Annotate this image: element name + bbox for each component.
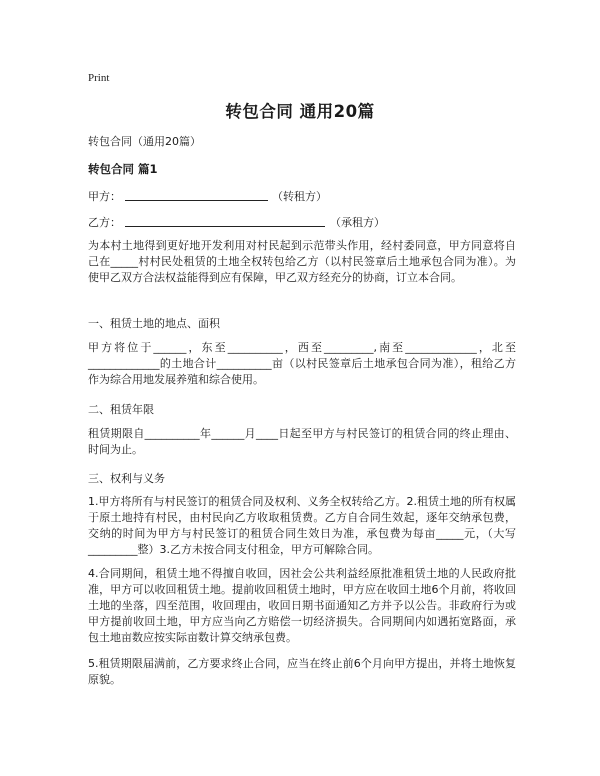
party-b-blank (125, 215, 325, 227)
section-heading: 转包合同 篇1 (88, 162, 158, 176)
clause-paragraph-3: 5.租赁期限届满前，乙方要求终止合同，应当在终止前6个月向甲方提出，并将土地恢复原貌。 (88, 657, 516, 686)
party-a-line (88, 188, 327, 204)
clause-paragraph-2: 4.合同期间，租赁土地不得擅自收回，因社会公共利益经原批准租赁土地的人民政府批准，甲方可以收回租赁土地。提前收回租赁土地时，甲方应在收回土地6个月前，将收回土地的坐落，四至范围，收回理由，收回日期书面通知乙方并予以公告。非政府行为或甲方提前收回土地，甲方应当向乙方赔偿一切经济损失。合同期间内如遇拓宽路面，承包土地亩数应按实际亩数计算交纳承包费。 (88, 567, 516, 644)
clause-paragraph-1: 1.甲方将所有与村民签订的租赁合同及权利、义务全权转给乙方。2.租赁土地的所有权属于原土地持有村民，由村民向乙方收取租赁费。乙方自合同生效起，逐年交纳承包费，交纳的时间为甲方与村民签订的租赁合同生效日为准，承包费为每亩_____元，（大写_________整）3.乙方未按合同支付租金，甲方可解除合同。 (88, 495, 516, 556)
party-a-label: 甲方： (88, 190, 121, 203)
section-term-title: 二、租赁年限 (88, 403, 154, 416)
term-paragraph: 租赁期限自__________年______月____日起至甲方与村民签订的租赁合同的终止理由、时间为止。 (88, 427, 516, 456)
party-b-label: 乙方： (88, 216, 121, 229)
intro-paragraph: 为本村土地得到更好地开发利用对村民起到示范带头作用，经村委同意，甲方同意将自己在_____村村民处租赁的土地全权转包给乙方（以村民签章后土地承包合同为准）。为使甲乙双方合法权益能得到应有保障，甲乙双方经充分的协商，订立本合同。 (88, 239, 516, 284)
party-b-role: （承租方） (330, 216, 385, 229)
print-label: Print (88, 72, 110, 84)
section-location-title: 一、租赁土地的地点、面积 (88, 317, 220, 330)
party-a-blank (125, 189, 268, 201)
section-rights-title: 三、权利与义务 (88, 472, 165, 485)
party-a-role: （转租方） (272, 190, 327, 203)
party-b-line (88, 214, 385, 230)
document-title: 转包合同 通用20篇 (225, 102, 375, 121)
location-paragraph: 甲方将位于______，东至__________，西至_________,南至_____________，北至_____________的土地合计__________亩（以村民签章后土地承包合同为准），租给乙方作为综合用地发展养殖和综合使用。 (88, 341, 516, 386)
document-subtitle: 转包合同（通用20篇） (88, 135, 201, 148)
